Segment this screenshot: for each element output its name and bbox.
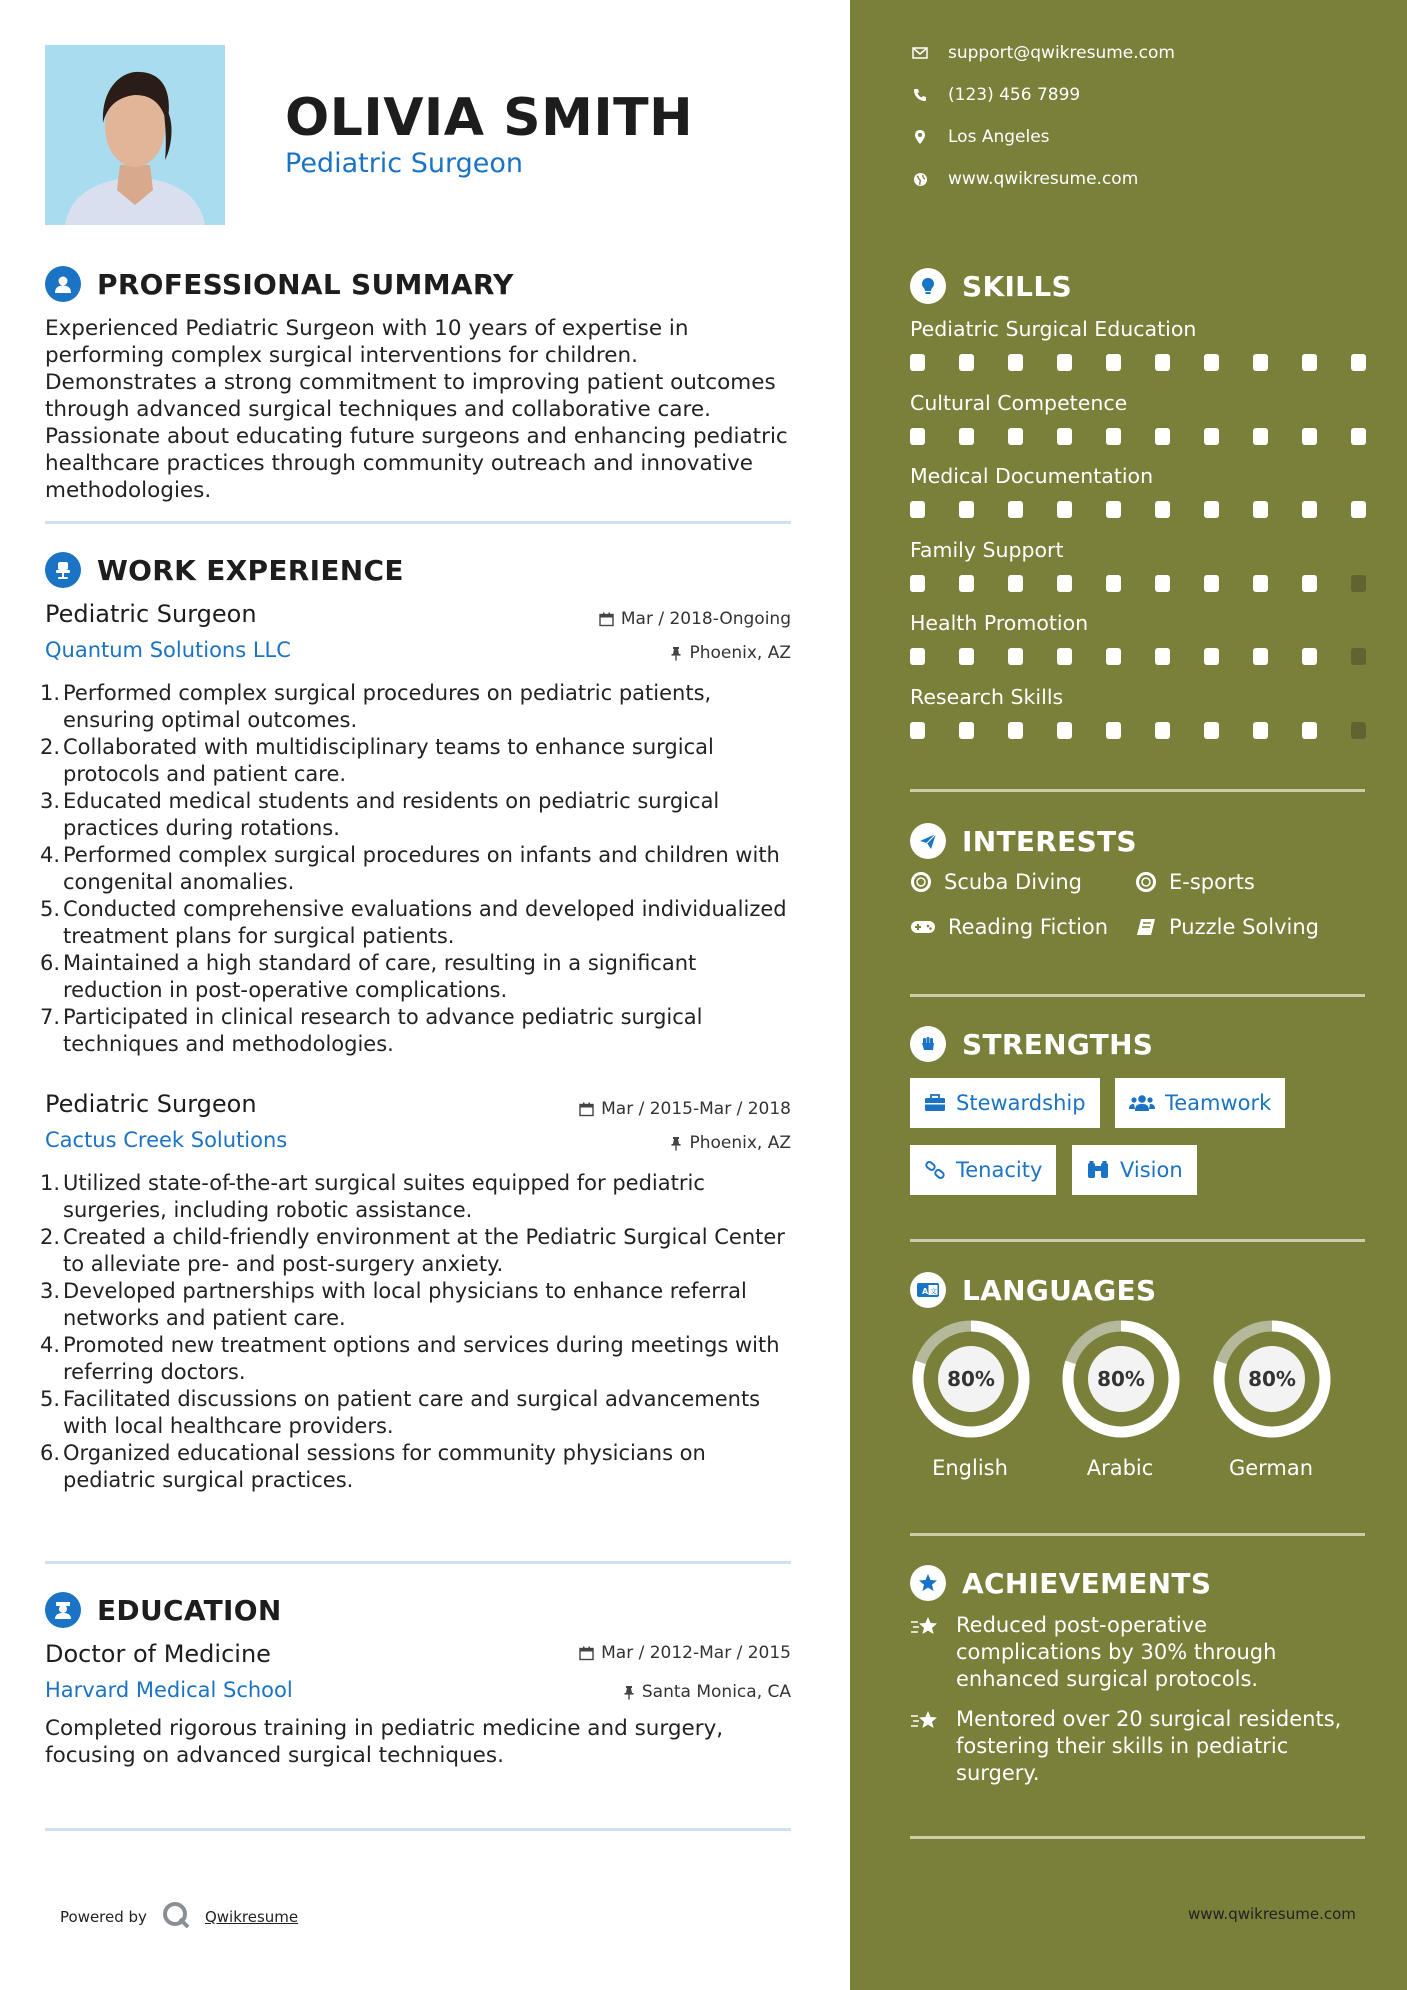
rating-dot <box>959 501 974 518</box>
rating-dot <box>1057 648 1072 665</box>
skill-rating <box>910 722 1400 739</box>
list-item: Collaborated with multidisciplinary teams to enhance surgical protocols and patient care. <box>63 735 714 786</box>
sidebar <box>850 0 1407 1990</box>
rating-dot <box>959 428 974 445</box>
interest-item <box>910 870 1082 894</box>
skill-rating <box>910 428 1400 445</box>
shooting-star-icon <box>910 1614 946 1640</box>
lightbulb-icon <box>910 268 946 304</box>
rating-dot <box>1106 722 1121 739</box>
strength-chip <box>1072 1145 1197 1195</box>
rating-dot <box>1008 648 1023 665</box>
language-percent: 80% <box>947 1367 995 1391</box>
contact-website <box>910 169 1138 189</box>
achievement-text: Reduced post-operative complications by 30% through enhanced surgical protocols. <box>956 1613 1277 1691</box>
education-description: Completed rigorous training in pediatric medicine and surgery, focusing on advanced surgical techniques. <box>45 1716 724 1768</box>
language-item <box>910 1318 1030 1480</box>
skill-rating <box>910 354 1400 371</box>
language-ring <box>1211 1318 1333 1440</box>
strength-label: Stewardship <box>956 1091 1086 1115</box>
rating-dot <box>1008 575 1023 592</box>
strength-label: Tenacity <box>956 1158 1043 1182</box>
job-dates <box>599 609 791 629</box>
language-name: English <box>932 1456 1008 1480</box>
rating-dot <box>1155 722 1170 739</box>
strength-chip <box>910 1078 1100 1128</box>
rating-dot <box>959 722 974 739</box>
rating-dot <box>1302 722 1317 739</box>
location-text: Los Angeles <box>948 127 1050 147</box>
rating-dot <box>959 648 974 665</box>
rating-dot <box>1302 501 1317 518</box>
rating-dot <box>1008 722 1023 739</box>
rating-dot <box>1204 575 1219 592</box>
rating-dot <box>1008 428 1023 445</box>
rating-dot <box>1155 648 1170 665</box>
job-duties <box>45 680 800 1058</box>
skill-rating <box>910 648 1400 665</box>
rating-dot <box>1253 575 1268 592</box>
lifebuoy-icon <box>1135 871 1157 893</box>
degree: Doctor of Medicine <box>45 1640 271 1668</box>
pin-icon <box>623 1685 635 1700</box>
rating-dot <box>1106 428 1121 445</box>
skills-heading <box>910 268 1072 304</box>
summary-title: PROFESSIONAL SUMMARY <box>97 267 514 301</box>
strengths-title: STRENGTHS <box>962 1027 1154 1061</box>
rating-dot <box>1204 722 1219 739</box>
svg-text:A: A <box>922 1287 929 1296</box>
interest-item <box>1135 870 1255 894</box>
work-heading <box>45 552 404 588</box>
job-location <box>670 643 791 663</box>
divider <box>910 1533 1365 1536</box>
job-dates <box>579 1099 791 1119</box>
envelope-icon <box>910 47 930 59</box>
rating-dot <box>1351 501 1366 518</box>
rating-dot <box>1155 428 1170 445</box>
rating-dot <box>1057 354 1072 371</box>
education-dates <box>579 1643 791 1663</box>
rating-dot <box>1204 428 1219 445</box>
powered-by <box>60 1900 298 1934</box>
job-company: Quantum Solutions LLC <box>45 638 291 662</box>
interest-label: E-sports <box>1169 870 1255 894</box>
rating-dot <box>910 354 925 371</box>
rating-dot <box>1204 648 1219 665</box>
language-percent: 80% <box>1248 1367 1296 1391</box>
pin-icon <box>670 646 682 661</box>
skill-name: Pediatric Surgical Education <box>910 317 1197 341</box>
interest-item <box>1135 915 1319 939</box>
qwikresume-logo-icon <box>161 1900 191 1934</box>
job-dates-text: Mar / 2018-Ongoing <box>620 609 791 629</box>
book-icon <box>1135 917 1157 937</box>
rating-dot <box>1253 722 1268 739</box>
rating-dot <box>1253 354 1268 371</box>
rating-dot <box>1253 501 1268 518</box>
candidate-role: Pediatric Surgeon <box>285 148 523 179</box>
rating-dot <box>1351 722 1366 739</box>
interest-label: Scuba Diving <box>944 870 1082 894</box>
language-item <box>1060 1318 1180 1480</box>
skill-name: Health Promotion <box>910 611 1089 635</box>
rating-dot <box>959 575 974 592</box>
list-item: Maintained a high standard of care, resulting in a significant reduction in post-operative complications. <box>63 951 697 1002</box>
rating-dot <box>1155 575 1170 592</box>
list-item: Performed complex surgical procedures on pediatric patients, ensuring optimal outcomes. <box>63 681 712 732</box>
job-dates-text: Mar / 2015-Mar / 2018 <box>601 1099 791 1119</box>
strength-chip <box>910 1145 1056 1195</box>
list-item: Participated in clinical research to advance pediatric surgical techniques and methodologies. <box>63 1005 703 1056</box>
rating-dot <box>910 501 925 518</box>
user-icon <box>45 266 81 302</box>
rating-dot <box>910 575 925 592</box>
interest-label: Puzzle Solving <box>1169 915 1319 939</box>
candidate-name: OLIVIA SMITH <box>285 88 694 148</box>
education-location <box>623 1682 791 1702</box>
interests-title: INTERESTS <box>962 824 1137 858</box>
rating-dot <box>1204 354 1219 371</box>
job-duties <box>45 1170 800 1494</box>
divider <box>910 789 1365 792</box>
rating-dot <box>1204 501 1219 518</box>
language-percent: 80% <box>1097 1367 1145 1391</box>
skill-name: Research Skills <box>910 684 1064 709</box>
strength-label: Teamwork <box>1165 1091 1272 1115</box>
list-item: Educated medical students and residents on pediatric surgical practices during rotations. <box>63 789 720 840</box>
rating-dot <box>1351 648 1366 665</box>
rating-dot <box>910 648 925 665</box>
list-item: Performed complex surgical procedures on infants and children with congenital anomalies. <box>63 843 780 894</box>
website-link[interactable]: www.qwikresume.com <box>948 169 1139 189</box>
globe-icon <box>910 172 930 187</box>
powered-by-label: Powered by <box>60 1908 147 1926</box>
list-item: Organized educational sessions for community physicians on pediatric surgical practices. <box>63 1441 706 1492</box>
job-title: Pediatric Surgeon <box>45 600 257 628</box>
job-location-text: Phoenix, AZ <box>689 1133 791 1153</box>
skill-rating <box>910 501 1400 518</box>
gamepad-icon <box>910 919 936 935</box>
rating-dot <box>1106 648 1121 665</box>
email-link[interactable]: support@qwikresume.com <box>948 43 1175 63</box>
list-item: Conducted comprehensive evaluations and developed individualized treatment plans for surgical patients. <box>63 897 787 948</box>
achievement-text: Mentored over 20 surgical residents, fostering their skills in pediatric surgery. <box>956 1707 1342 1785</box>
job-location-text: Phoenix, AZ <box>689 643 791 663</box>
rating-dot <box>910 428 925 445</box>
divider <box>45 521 791 524</box>
strength-chip <box>1115 1078 1285 1128</box>
list-item: Utilized state-of-the-art surgical suites equipped for pediatric surgeries, including robotic assistance. <box>63 1171 705 1222</box>
languages-title: LANGUAGES <box>962 1273 1157 1307</box>
skill-name: Medical Documentation <box>910 464 1154 488</box>
interest-item <box>910 915 1108 939</box>
interest-label: Reading Fiction <box>948 915 1109 939</box>
phone-icon <box>910 88 930 102</box>
education-heading <box>45 1592 282 1628</box>
footer-website-link[interactable]: www.qwikresume.com <box>1188 1905 1356 1923</box>
language-ring <box>1060 1318 1182 1440</box>
rating-dot <box>1057 428 1072 445</box>
rating-dot <box>1302 575 1317 592</box>
language-name: German <box>1228 1456 1314 1480</box>
school: Harvard Medical School <box>45 1678 293 1702</box>
rating-dot <box>1302 648 1317 665</box>
paper-plane-icon <box>910 823 946 859</box>
skill-name: Cultural Competence <box>910 390 1128 415</box>
divider <box>45 1828 791 1831</box>
list-item: Created a child-friendly environment at the Pediatric Surgical Center to alleviate pre- and post-surgery anxiety. <box>63 1225 785 1276</box>
calendar-icon <box>599 612 614 627</box>
calendar-icon <box>579 1102 594 1117</box>
job-title: Pediatric Surgeon <box>45 1090 257 1118</box>
work-title: WORK EXPERIENCE <box>97 553 404 587</box>
list-item: Developed partnerships with local physicians to enhance referral networks and patient care. <box>63 1279 747 1330</box>
rating-dot <box>1008 354 1023 371</box>
star-badge-icon <box>910 1565 946 1601</box>
job-location <box>670 1133 791 1153</box>
skills-title: SKILLS <box>962 269 1072 303</box>
rating-dot <box>1106 501 1121 518</box>
education-title: EDUCATION <box>97 1593 282 1627</box>
education-dates-text: Mar / 2012-Mar / 2015 <box>601 1643 791 1663</box>
divider <box>910 1836 1365 1839</box>
rating-dot <box>1155 501 1170 518</box>
chair-icon <box>45 552 81 588</box>
rating-dot <box>1106 354 1121 371</box>
rating-dot <box>1106 575 1121 592</box>
link-icon <box>924 1160 946 1180</box>
language-item <box>1211 1318 1331 1480</box>
languages-heading <box>910 1272 1156 1308</box>
rating-dot <box>1253 428 1268 445</box>
achievements-heading <box>910 1565 1211 1601</box>
achievement-item <box>910 1706 1356 1787</box>
binoculars-icon <box>1086 1160 1110 1180</box>
rating-dot <box>1008 501 1023 518</box>
qwikresume-link[interactable]: Qwikresume <box>204 1908 299 1926</box>
lifebuoy-icon <box>910 871 932 893</box>
rating-dot <box>1057 501 1072 518</box>
summary-text: Experienced Pediatric Surgeon with 10 years of expertise in performing complex surgical interventions for children. Demonstrates a strong commitment to improving patient outcomes through advanced surgical techniques and collaborative care. Passionate about educating future surgeons and enhancing pediatric healthcare practices through community outreach and innovative methodologies. <box>45 316 788 503</box>
rating-dot <box>1057 575 1072 592</box>
map-marker-icon <box>910 129 930 145</box>
achievement-item <box>910 1612 1356 1693</box>
divider <box>45 1561 791 1564</box>
list-item: Facilitated discussions on patient care and surgical advancements with local healthcare providers. <box>63 1387 761 1438</box>
rating-dot <box>959 354 974 371</box>
strength-label: Vision <box>1120 1158 1183 1182</box>
rating-dot <box>1351 575 1366 592</box>
pin-icon <box>670 1136 682 1151</box>
job-company: Cactus Creek Solutions <box>45 1128 288 1152</box>
rating-dot <box>1155 354 1170 371</box>
strengths-heading <box>910 1026 1153 1062</box>
phone-text: (123) 456 7899 <box>948 85 1081 105</box>
divider <box>910 1239 1365 1242</box>
skill-rating <box>910 575 1400 592</box>
rating-dot <box>1253 648 1268 665</box>
achievements-title: ACHIEVEMENTS <box>962 1566 1212 1600</box>
rating-dot <box>1302 354 1317 371</box>
shooting-star-icon <box>910 1708 946 1734</box>
skill-name: Family Support <box>910 537 1064 562</box>
graduate-icon <box>45 1592 81 1628</box>
contact-email <box>910 43 1175 63</box>
fist-icon <box>910 1026 946 1062</box>
rating-dot <box>1302 428 1317 445</box>
interests-heading <box>910 823 1137 859</box>
language-name: Arabic <box>1086 1456 1154 1480</box>
profile-photo <box>45 45 225 225</box>
contact-phone <box>910 85 1080 105</box>
users-icon <box>1129 1094 1155 1112</box>
rating-dot <box>1351 428 1366 445</box>
rating-dot <box>910 722 925 739</box>
education-location-text: Santa Monica, CA <box>641 1682 791 1702</box>
rating-dot <box>1057 722 1072 739</box>
list-item: Promoted new treatment options and services during meetings with referring doctors. <box>63 1333 780 1384</box>
svg-text:文: 文 <box>930 1287 937 1296</box>
calendar-icon <box>579 1646 594 1661</box>
translate-icon <box>910 1272 946 1308</box>
contact-location <box>910 127 1050 147</box>
language-ring <box>910 1318 1032 1440</box>
summary-heading <box>45 266 514 302</box>
divider <box>910 994 1365 997</box>
briefcase-icon <box>924 1094 946 1112</box>
rating-dot <box>1351 354 1366 371</box>
